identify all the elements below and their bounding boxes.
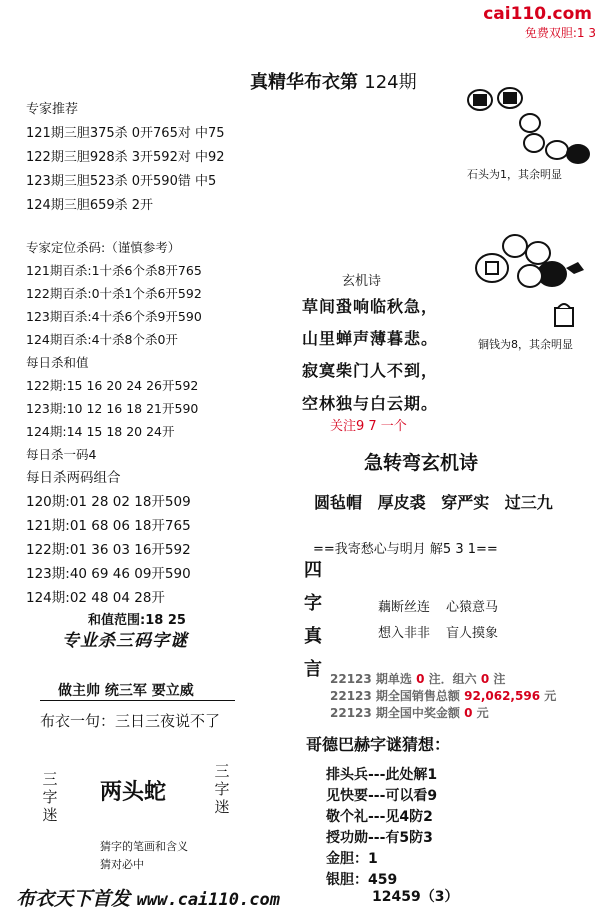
expert-heading: 专家推荐 — [26, 102, 79, 117]
list-item: 122期百杀:0十杀1个杀6开592 — [26, 286, 202, 301]
list-item: 121期三胆375杀 0开765对 中75 — [26, 126, 225, 141]
expert-section — [26, 98, 225, 218]
stone-caption: 石头为1，其余明显 — [467, 168, 562, 181]
moon-riddle: ==我寄愁心与明月 解5 3 1== — [313, 542, 498, 557]
idiom-row: 藕断丝连 心猿意马 — [378, 600, 499, 615]
brand-site[interactable]: cai110.com — [483, 4, 592, 24]
riddle-hint: 猜对必中 — [100, 858, 144, 871]
divider — [40, 700, 235, 701]
footer-url[interactable]: www.cai110.com — [136, 890, 280, 910]
guess-row: 银胆：459 — [326, 872, 398, 888]
poem-title: 玄机诗 — [342, 274, 382, 289]
pair-kill-heading: 每日杀两码组合 — [26, 470, 121, 486]
list-item: 120期:01 28 02 18开509 — [26, 494, 191, 510]
riddle-right-label: 三 字 迷 — [214, 762, 230, 816]
lottery-line-2: 22123 期全国销售总额 92,062,596 元 — [330, 689, 557, 703]
pro-title: 专业杀三码字谜 — [62, 631, 188, 651]
four-char: 字 — [304, 593, 322, 614]
guess-row: 金胆：1 — [326, 851, 378, 867]
riddle-center: 两头蛇 — [100, 780, 167, 805]
list-item: 122期三胆928杀 3开592对 中92 — [26, 150, 225, 165]
four-char: 四 — [304, 560, 322, 581]
riddle-item: 穿严实 — [441, 493, 490, 512]
stone-coin-chain-illustration — [462, 78, 592, 168]
list-item: 122期:15 16 20 24 26开592 — [26, 378, 199, 393]
kill-one: 每日杀一码4 — [26, 447, 97, 462]
list-item: 121期:01 68 06 18开765 — [26, 518, 191, 534]
coin-bag-illustration — [470, 228, 595, 328]
position-kill-heading: 专家定位杀码:（谨慎参考） — [26, 240, 181, 255]
poem-line: 山里蝉声薄暮悲。 — [302, 329, 439, 348]
list-item: 123期百杀:4十杀6个杀9开590 — [26, 309, 202, 324]
guess-row: 排头兵---此处解1 — [326, 767, 438, 783]
lottery-line-1: 22123 期单选 0 注．组六 0 注 — [330, 672, 506, 686]
position-kill-section — [26, 236, 202, 466]
list-item: 121期百杀:1十杀6个杀8开765 — [26, 263, 202, 278]
list-item: 124期三胆659杀 2开 — [26, 198, 154, 213]
list-item: 123期三胆523杀 0开590错 中5 — [26, 174, 217, 189]
guess-row: 敬个礼---见4防2 — [326, 809, 433, 825]
list-item: 124期:02 48 04 28开 — [26, 590, 165, 606]
poem-line: 寂寞柴门人不到， — [302, 361, 439, 380]
free-double: 免费双胆:1 3 — [524, 26, 596, 40]
footer — [16, 884, 280, 911]
four-char: 言 — [304, 659, 322, 680]
list-item: 123期:40 69 46 09开590 — [26, 566, 191, 582]
sum-range: 和值范围:18 25 — [88, 613, 186, 628]
riddle-hint: 猜字的笔画和含义 — [100, 840, 188, 853]
guess-final: 12459（3） — [372, 889, 459, 905]
guess-row: 见快要---可以看9 — [326, 788, 438, 804]
four-char: 真 — [304, 626, 322, 647]
footer-text: 布衣天下首发 — [16, 888, 131, 910]
poem-line: 草间蛩响临秋急， — [302, 297, 439, 316]
lottery-line-3: 22123 期全国中奖金额 0 元 — [330, 706, 489, 720]
idiom-row: 想入非非 盲人摸象 — [378, 626, 499, 641]
follow-note: 关注9 7 一个 — [330, 419, 407, 434]
list-item: 123期:10 12 16 18 21开590 — [26, 401, 199, 416]
one-word: 布衣一句：三日三夜说不了 — [40, 712, 221, 730]
goedel-title: 哥德巴赫字谜猜想： — [306, 735, 451, 754]
list-item: 124期:14 15 18 20 24开 — [26, 424, 175, 439]
coin-caption: 铜钱为8，其余明显 — [478, 338, 573, 351]
list-item: 124期百杀:4十杀8个杀0开 — [26, 332, 178, 347]
pair-kill-section — [26, 466, 191, 610]
riddle-item: 过三九 — [504, 493, 553, 512]
guess-row: 授功勋---有5防3 — [326, 830, 433, 846]
riddle-poem-title: 急转弯玄机诗 — [364, 452, 479, 474]
riddle-poem-items — [314, 490, 563, 513]
riddle-left-label: 三 字 迷 — [42, 770, 58, 824]
title-name: 真精华布衣第 — [250, 72, 358, 93]
riddle-item: 厚皮裘 — [377, 493, 426, 512]
list-item: 122期:01 36 03 16开592 — [26, 542, 191, 558]
poem-line: 空林独与白云期。 — [302, 394, 439, 413]
riddle-item: 圆毡帽 — [314, 493, 363, 512]
page-title — [250, 68, 417, 94]
title-issue: 124期 — [364, 72, 417, 93]
sum-kill-heading: 每日杀和值 — [26, 355, 89, 370]
slogan: 做主帅 统三军 要立威 — [58, 683, 194, 699]
